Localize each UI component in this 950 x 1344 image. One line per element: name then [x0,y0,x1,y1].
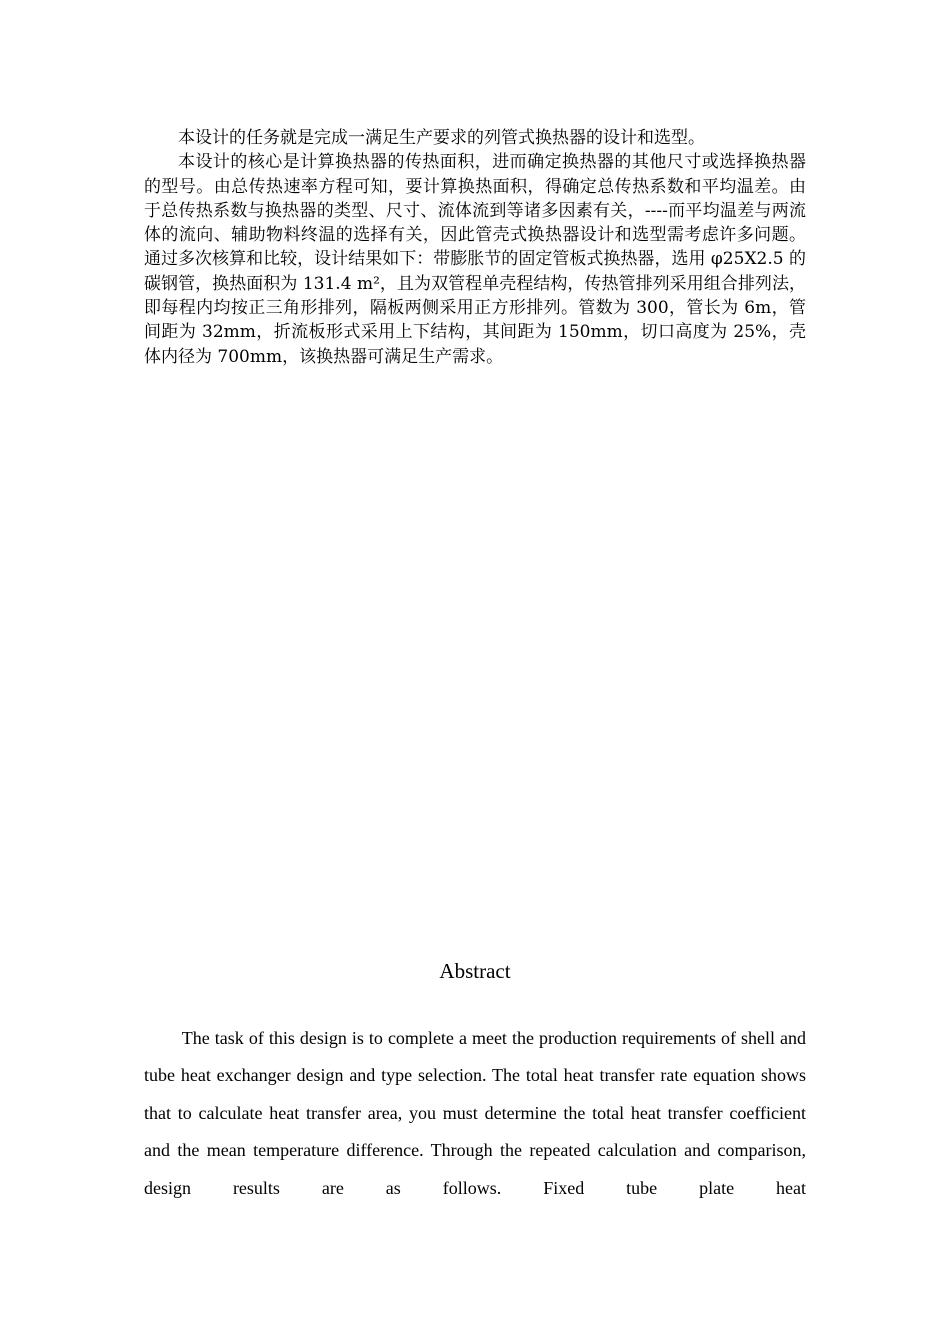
chinese-summary [144,126,806,369]
abstract-title: Abstract [439,959,511,983]
abstract-body: The task of this design is to complete a meet the production requirements of shell and tube heat exchanger design and type selection. The total heat transfer rate equation shows that to calculate heat transfer area, you must determine the total heat transfer coefficient and the mean temperature difference. Through the repeated calculation and comparison, design results are as follows. Fixed tube plate heat [144,1028,806,1198]
summary-paragraph-core: 本设计的核心是计算换热器的传热面积，进而确定换热器的其他尺寸或选择换热器的型号。由总传热速率方程可知，要计算换热面积，得确定总传热系数和平均温差。由于总传热系数与换热器的类型、尺寸、流体流到等诸多因素有关，----而平均温差与两流体的流向、辅助物料终温的选择有关，因此管壳式换热器设计和选型需考虑许多问题。通过多次核算和比较，设计结果如下：带膨胀节的固定管板式换热器，选用 φ25X2.5 的碳钢管，换热面积为 131.4 m²，且为双管程单壳程结构，传热管排列采用组合排列法，即每程内均按正三角形排列，隔板两侧采用正方形排列。管数为 300，管长为 6m，管间距为 32mm，折流板形式采用上下结构，其间距为 150mm，切口高度为 25%，壳体内径为 700mm，该换热器可满足生产需求。 [144,152,806,367]
summary-paragraph-task: 本设计的任务就是完成一满足生产要求的列管式换热器的设计和选型。 [178,128,705,148]
